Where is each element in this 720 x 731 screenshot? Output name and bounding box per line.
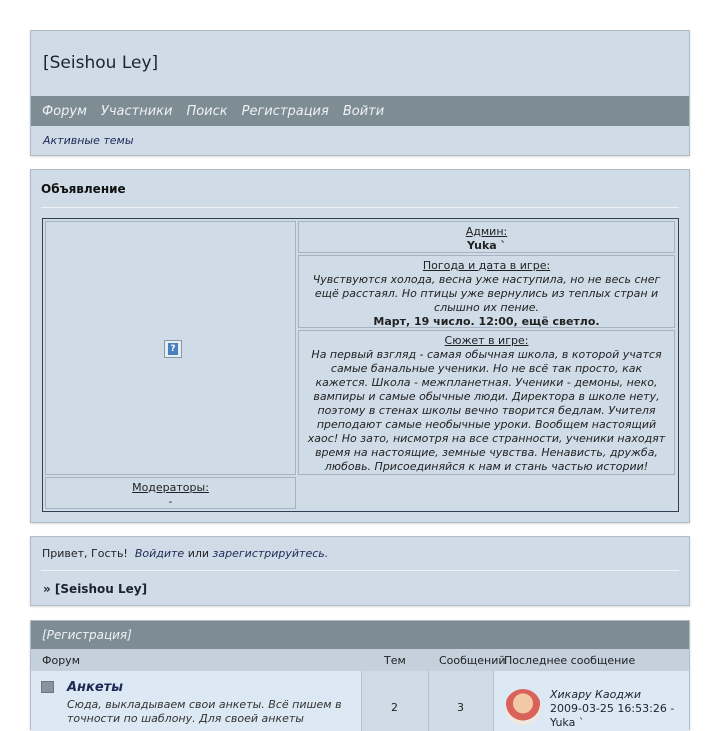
- moderators-label: Модераторы:: [132, 481, 209, 494]
- admin-name[interactable]: Yuka `: [466, 239, 507, 252]
- category-title[interactable]: [Регистрация]: [31, 621, 689, 649]
- last-post-author[interactable]: Хикару Каоджи: [550, 688, 642, 701]
- weather-cell: [298, 255, 675, 328]
- column-headers: [31, 649, 689, 671]
- col-topics: Тем: [384, 654, 406, 667]
- register-link[interactable]: зарегистрируйтесь.: [212, 547, 329, 560]
- or-text: или: [187, 547, 210, 560]
- main-nav: [31, 96, 689, 126]
- admin-label: Админ:: [465, 225, 508, 238]
- forum-category: [30, 620, 690, 730]
- last-post-date[interactable]: 2009-03-25 16:53:26 -: [550, 702, 675, 715]
- col-last-post: Последнее сообщение: [504, 654, 636, 667]
- announcement-table: [42, 218, 679, 512]
- nav-search[interactable]: Поиск: [186, 103, 228, 119]
- nav-login[interactable]: Войти: [342, 103, 385, 119]
- posts-count: 3: [457, 701, 464, 714]
- welcome-panel: [30, 536, 690, 606]
- nav-forum[interactable]: Форум: [42, 103, 87, 119]
- greeting-text: Привет, Гость!: [42, 547, 128, 560]
- breadcrumb[interactable]: » [Seishou Ley]: [43, 582, 148, 596]
- login-link[interactable]: Войдите: [134, 547, 185, 560]
- forum-description: Сюда, выкладываем свои анкеты. Всё пишем в точности по шаблону. Для своей анкеты: [67, 698, 342, 725]
- nav-register[interactable]: Регистрация: [241, 103, 329, 119]
- topics-count: 2: [391, 701, 398, 714]
- nav-members[interactable]: Участники: [100, 103, 173, 119]
- col-posts: Сообщений: [439, 654, 506, 667]
- divider: [41, 570, 679, 571]
- plot-cell: [298, 330, 675, 475]
- guest-greeting: [42, 547, 328, 560]
- forum-status-icon: [41, 681, 54, 693]
- forum-name[interactable]: Анкеты: [67, 680, 123, 695]
- announcement-panel: [30, 169, 690, 523]
- moderators-value: -: [168, 495, 173, 508]
- site-header: [30, 30, 690, 156]
- broken-image-icon: ?: [164, 340, 182, 358]
- site-title[interactable]: [Seishou Ley]: [43, 53, 159, 73]
- active-topics-link[interactable]: Активные темы: [43, 134, 134, 147]
- last-post-by[interactable]: Yuka `: [550, 716, 585, 729]
- divider: [41, 207, 679, 208]
- weather-label: Погода и дата в игре:: [422, 259, 551, 272]
- weather-text: Чувствуются холода, весна уже наступила, но не весь снег ещё расстаял. Но птицы уже вернулись из теплых стран и слышно их пение.: [312, 273, 661, 314]
- game-date: Март, 19 число. 12:00, ещё светло.: [373, 315, 600, 328]
- announcement-heading: Объявление: [41, 182, 126, 196]
- plot-label: Сюжет в игре:: [444, 334, 529, 347]
- moderators-cell: [45, 477, 296, 509]
- image-cell: [45, 221, 296, 475]
- plot-text: На первый взгляд - самая обычная школа, в которой учатся самые банальные ученики. Но не всё так просто, как кажется. Школа - межпланетная. Ученики - демоны, неко, вампиры и самые обычные люди. Директора в школе нету, поэтому в стенах школы вечно творится бедлам. Учителя преподают самые необычные уроки. Вообщем настоящий хаос! Но зато, нисмотря на все странности, ученики находят время на настоящие, земные чувства. Ненависть, дружба, любовь. Присоединяйся к нам и стань частью истории!: [307, 348, 666, 473]
- avatar: [505, 689, 541, 725]
- admin-cell: [298, 221, 675, 253]
- forum-row: [31, 671, 689, 731]
- col-forum: Форум: [42, 654, 80, 667]
